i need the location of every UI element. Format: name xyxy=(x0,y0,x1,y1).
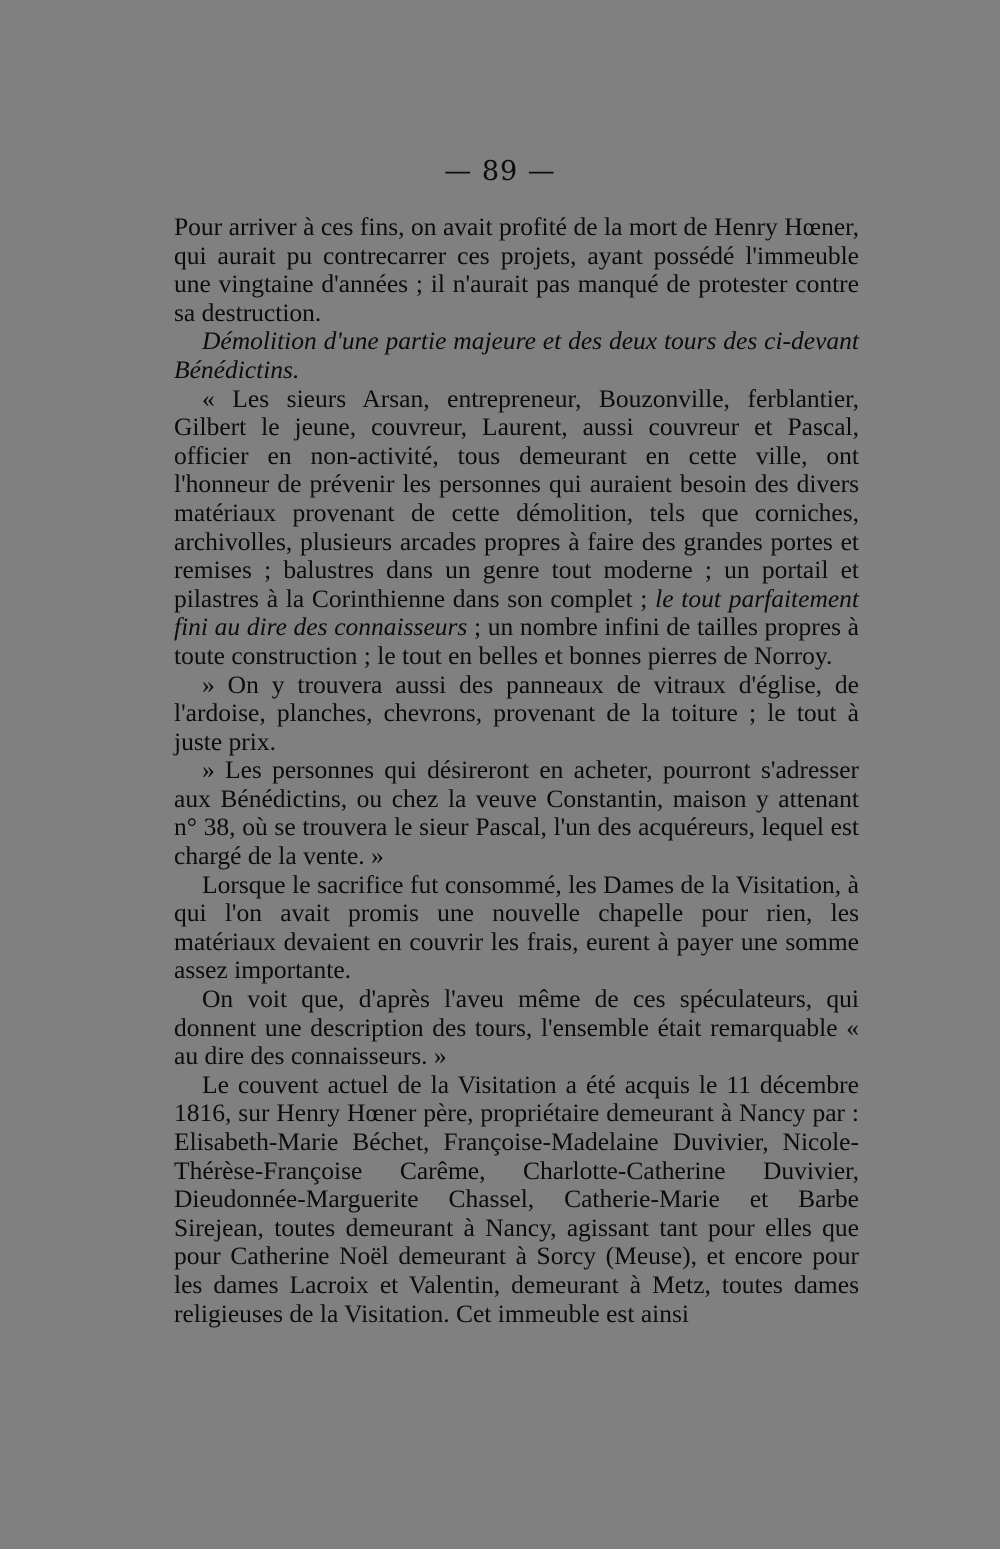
paragraph-sacrifice: Lorsque le sacrifice fut consommé, les Dames de la Visitation, à qui l'on avait promis une nouvelle chapelle pour rien, les matériaux devaient en couvrir les frais, eurent à payer une somme assez importante. xyxy=(174,869,859,985)
paragraph-couvent: Le couvent actuel de la Visitation a été acquis le 11 décembre 1816, sur Henry Hœner père, propriétaire demeurant à Nancy par : Elisabeth-Marie Béchet, Françoise-Madelaine Duvivier, Nicole-Thérèse-Françoise Carême, Charlotte-Catherine Duvivier, Dieudonnée-Marguerite Chassel, Catherie-Marie et Barbe Sirejean, toutes demeurant à Nancy, agissant tant pour elles que pour Catherine Noël demeurant à Sorcy (Meuse), et encore pour les dames Lacroix et Valentin, demeurant à Metz, toutes dames religieuses de la Visitation. Cet immeuble est ainsi xyxy=(174,1069,859,1328)
paragraph-speculateurs: On voit que, d'après l'aveu même de ces spéculateurs, qui donnent une description des tours, l'ensemble était remarquable « au dire des connaisseurs. » xyxy=(174,984,859,1071)
paragraph-quote-acheteurs: » Les personnes qui désireront en acheter, pourront s'adresser aux Bénédictins, ou chez la veuve Constantin, maison y attenant n° 38, où se trouvera le sieur Pascal, l'un des acquéreurs, lequel est chargé de la vente. » xyxy=(174,755,859,871)
quote-italic-phrase: le tout parfaitement fini au dire des connaisseurs xyxy=(174,583,860,642)
quote-text-part-2: ; un nombre infini de tailles propres à toute construction ; le tout en belles et bonnes pierres de Norroy. xyxy=(174,612,859,670)
section-heading-demolition: Démolition d'une partie majeure et des deux tours des ci-devant Bénédictins. xyxy=(174,326,859,384)
page-number: — 89 — xyxy=(444,156,556,187)
paragraph-quote-announcement xyxy=(174,385,859,671)
quote-text-part-1: « Les sieurs Arsan, entrepreneur, Bouzonville, ferblantier, Gilbert le jeune, couvreur, Laurent, aussi couvreur et Pascal, officier en non-activité, tous demeurant en cette ville, ont l'honneur de prévenir les personnes qui auraient besoin des divers matériaux provenant de cette démolition, tels que corniches, archivolles, plusieurs arcades propres à faire des grandes portes et remises ; balustres dans un genre tout moderne ; un portail et pilastres à la Corinthienne dans son complet ; xyxy=(174,383,859,613)
paragraph-quote-vitraux: » On y trouvera aussi des panneaux de vitraux d'église, de l'ardoise, planches, chevrons, provenant de la toiture ; le tout à juste prix. xyxy=(174,669,859,756)
body-text xyxy=(174,213,859,1328)
paragraph-1: Pour arriver à ces fins, on avait profité de la mort de Henry Hœner, qui aurait pu contrecarrer ces projets, ayant possédé l'immeuble une vingtaine d'années ; il n'aurait pas manqué de protester contre sa destruction. xyxy=(174,212,859,327)
